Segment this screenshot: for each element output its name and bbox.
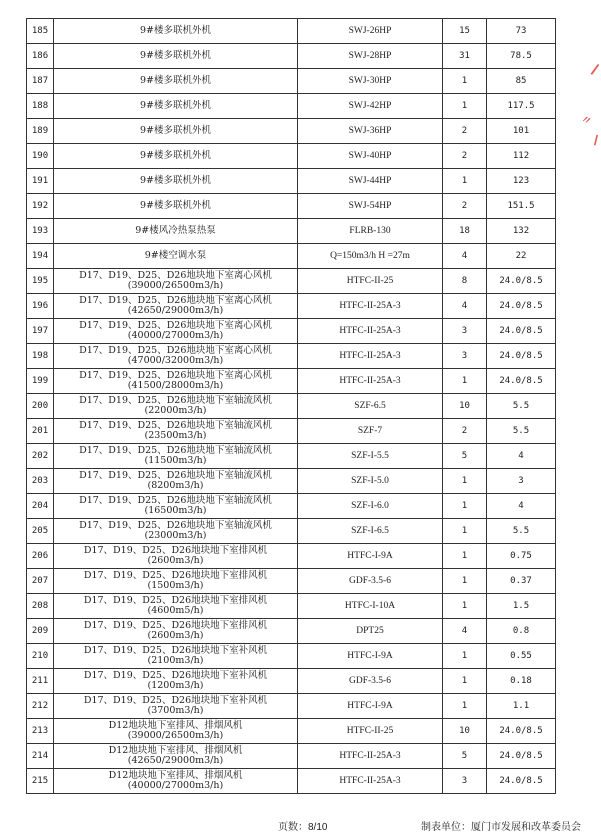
table-row — [27, 694, 556, 719]
table-row — [27, 94, 556, 119]
row-number: 207 — [27, 569, 54, 594]
equipment-name-line: D12地块地下室排风、排烟风机 — [108, 770, 243, 781]
model-number: SZF-I-5.5 — [298, 444, 443, 469]
power-rating: 0.55 — [487, 644, 556, 669]
quantity: 10 — [443, 719, 487, 744]
power-rating: 24.0/8.5 — [487, 369, 556, 394]
power-rating: 24.0/8.5 — [487, 719, 556, 744]
power-rating: 24.0/8.5 — [487, 769, 556, 794]
equipment-name — [54, 719, 298, 744]
model-number: SWJ-26HP — [298, 19, 443, 44]
table-row — [27, 769, 556, 794]
equipment-name — [54, 469, 298, 494]
table-row — [27, 294, 556, 319]
equipment-spec-line: (22000m3/h) — [144, 405, 207, 416]
model-number: HTFC-I-10A — [298, 594, 443, 619]
equipment-spec-line: (2600m3/h) — [147, 630, 204, 641]
power-rating: 0.8 — [487, 619, 556, 644]
equipment-spec-line: (11500m3/h) — [144, 455, 207, 466]
table-row — [27, 219, 556, 244]
quantity: 2 — [443, 194, 487, 219]
table-row — [27, 19, 556, 44]
quantity: 31 — [443, 44, 487, 69]
model-number: SWJ-54HP — [298, 194, 443, 219]
model-number: SWJ-28HP — [298, 44, 443, 69]
model-number: Q=150m3/h H =27m — [298, 244, 443, 269]
power-rating: 22 — [487, 244, 556, 269]
quantity: 1 — [443, 669, 487, 694]
model-number: HTFC-I-9A — [298, 644, 443, 669]
row-number: 195 — [27, 269, 54, 294]
power-rating: 5.5 — [487, 519, 556, 544]
row-number: 205 — [27, 519, 54, 544]
equipment-name — [54, 44, 298, 69]
model-number: SWJ-44HP — [298, 169, 443, 194]
equipment-name — [54, 244, 298, 269]
equipment-name-line: 9#楼风冷热泵热泵 — [135, 225, 216, 236]
quantity: 3 — [443, 319, 487, 344]
equipment-name-line: 9#楼多联机外机 — [139, 150, 211, 161]
power-rating: 117.5 — [487, 94, 556, 119]
equipment-spec-line: (47000/32000m3/h) — [127, 355, 224, 366]
quantity: 1 — [443, 169, 487, 194]
quantity: 18 — [443, 219, 487, 244]
row-number: 201 — [27, 419, 54, 444]
model-number: HTFC-II-25A-3 — [298, 369, 443, 394]
table-row — [27, 669, 556, 694]
table-row — [27, 719, 556, 744]
equipment-name-line: D12地块地下室排风、排烟风机 — [108, 720, 243, 731]
equipment-name — [54, 744, 298, 769]
row-number: 200 — [27, 394, 54, 419]
quantity: 5 — [443, 444, 487, 469]
equipment-spec-line: (40000/27000m3/h) — [127, 330, 224, 341]
model-number: HTFC-II-25A-3 — [298, 344, 443, 369]
power-rating: 3 — [487, 469, 556, 494]
equipment-name — [54, 219, 298, 244]
equipment-spec-line: (42650/29000m3/h) — [127, 755, 224, 766]
row-number: 191 — [27, 169, 54, 194]
equipment-name — [54, 144, 298, 169]
equipment-spec-line: (8200m3/h) — [147, 480, 204, 491]
power-rating: 5.5 — [487, 394, 556, 419]
equipment-name-line: 9#楼空调水泵 — [144, 250, 207, 261]
page-count: 页数：8/10 — [278, 822, 328, 833]
equipment-name — [54, 644, 298, 669]
equipment-name — [54, 319, 298, 344]
equipment-name — [54, 694, 298, 719]
table-row — [27, 44, 556, 69]
model-number: SZF-I-6.5 — [298, 519, 443, 544]
table-row — [27, 644, 556, 669]
row-number: 198 — [27, 344, 54, 369]
model-number: SZF-6.5 — [298, 394, 443, 419]
equipment-spec-line: (16500m3/h) — [144, 505, 207, 516]
equipment-name-line: D17、D19、D25、D26地块地下室离心风机 — [79, 345, 272, 356]
row-number: 203 — [27, 469, 54, 494]
equipment-name-line: 9#楼多联机外机 — [139, 175, 211, 186]
table-row — [27, 419, 556, 444]
model-number: FLRB-130 — [298, 219, 443, 244]
row-number: 209 — [27, 619, 54, 644]
equipment-name-line: D17、D19、D25、D26地块地下室轴流风机 — [79, 395, 272, 406]
power-rating: 4 — [487, 444, 556, 469]
equipment-name — [54, 519, 298, 544]
row-number: 193 — [27, 219, 54, 244]
equipment-name — [54, 569, 298, 594]
row-number: 190 — [27, 144, 54, 169]
table-row — [27, 569, 556, 594]
power-rating: 24.0/8.5 — [487, 294, 556, 319]
quantity: 4 — [443, 294, 487, 319]
equipment-name-line: D12地块地下室排风、排烟风机 — [108, 745, 243, 756]
equipment-name-line: 9#楼多联机外机 — [139, 200, 211, 211]
table-row — [27, 469, 556, 494]
model-number: SWJ-36HP — [298, 119, 443, 144]
model-number: SWJ-42HP — [298, 94, 443, 119]
quantity: 3 — [443, 344, 487, 369]
official-seal-fragment: / — [588, 61, 600, 80]
equipment-name-line: 9#楼多联机外机 — [139, 100, 211, 111]
power-rating: 0.37 — [487, 569, 556, 594]
equipment-name — [54, 194, 298, 219]
equipment-name-line: D17、D19、D25、D26地块地下室补风机 — [83, 645, 268, 656]
equipment-name — [54, 369, 298, 394]
equipment-name-line: D17、D19、D25、D26地块地下室排风机 — [83, 620, 268, 631]
equipment-name — [54, 619, 298, 644]
table-row — [27, 394, 556, 419]
equipment-name — [54, 769, 298, 794]
row-number: 192 — [27, 194, 54, 219]
equipment-spec-line: (1200m3/h) — [147, 680, 204, 691]
power-rating: 85 — [487, 69, 556, 94]
quantity: 15 — [443, 19, 487, 44]
quantity: 4 — [443, 619, 487, 644]
quantity: 1 — [443, 519, 487, 544]
equipment-name-line: D17、D19、D25、D26地块地下室补风机 — [83, 695, 268, 706]
row-number: 196 — [27, 294, 54, 319]
quantity: 5 — [443, 744, 487, 769]
quantity: 2 — [443, 144, 487, 169]
row-number: 185 — [27, 19, 54, 44]
model-number: SZF-I-5.0 — [298, 469, 443, 494]
equipment-name — [54, 544, 298, 569]
row-number: 187 — [27, 69, 54, 94]
quantity: 1 — [443, 369, 487, 394]
quantity: 3 — [443, 769, 487, 794]
model-number: HTFC-II-25A-3 — [298, 769, 443, 794]
quantity: 1 — [443, 694, 487, 719]
quantity: 2 — [443, 419, 487, 444]
power-rating: 112 — [487, 144, 556, 169]
equipment-name — [54, 669, 298, 694]
model-number: HTFC-I-9A — [298, 694, 443, 719]
row-number: 188 — [27, 94, 54, 119]
equipment-spec-line: (4600m5/h) — [147, 605, 204, 616]
power-rating: 78.5 — [487, 44, 556, 69]
quantity: 4 — [443, 244, 487, 269]
equipment-name-line: 9#楼多联机外机 — [139, 125, 211, 136]
equipment-spec-line: (3700m3/h) — [147, 705, 204, 716]
equipment-name — [54, 594, 298, 619]
equipment-name-line: D17、D19、D25、D26地块地下室离心风机 — [79, 320, 272, 331]
row-number: 186 — [27, 44, 54, 69]
equipment-name-line: D17、D19、D25、D26地块地下室轴流风机 — [79, 520, 272, 531]
row-number: 210 — [27, 644, 54, 669]
equipment-name — [54, 394, 298, 419]
table-row — [27, 619, 556, 644]
table-row — [27, 544, 556, 569]
equipment-name — [54, 169, 298, 194]
equipment-name — [54, 419, 298, 444]
table-row — [27, 444, 556, 469]
model-number: HTFC-II-25A-3 — [298, 294, 443, 319]
table-row — [27, 369, 556, 394]
official-seal-fragment: 〃 — [578, 113, 594, 129]
table-row — [27, 194, 556, 219]
equipment-name-line: D17、D19、D25、D26地块地下室离心风机 — [79, 370, 272, 381]
row-number: 212 — [27, 694, 54, 719]
model-number: SWJ-30HP — [298, 69, 443, 94]
power-rating: 123 — [487, 169, 556, 194]
equipment-name — [54, 444, 298, 469]
quantity: 1 — [443, 94, 487, 119]
quantity: 1 — [443, 494, 487, 519]
power-rating: 24.0/8.5 — [487, 269, 556, 294]
quantity: 10 — [443, 394, 487, 419]
model-number: HTFC-II-25A-3 — [298, 744, 443, 769]
row-number: 189 — [27, 119, 54, 144]
model-number: HTFC-II-25 — [298, 269, 443, 294]
row-number: 194 — [27, 244, 54, 269]
equipment-spec-line: (2100m3/h) — [147, 655, 204, 666]
equipment-name — [54, 94, 298, 119]
power-rating: 5.5 — [487, 419, 556, 444]
row-number: 215 — [27, 769, 54, 794]
equipment-spec-line: (42650/29000m3/h) — [127, 305, 224, 316]
equipment-name — [54, 119, 298, 144]
equipment-name-line: 9#楼多联机外机 — [139, 75, 211, 86]
model-number: SZF-7 — [298, 419, 443, 444]
equipment-name-line: D17、D19、D25、D26地块地下室轴流风机 — [79, 470, 272, 481]
table-row — [27, 269, 556, 294]
quantity: 2 — [443, 119, 487, 144]
equipment-name — [54, 69, 298, 94]
equipment-spec-line: (40000/27000m3/h) — [127, 780, 224, 791]
equipment-name-line: D17、D19、D25、D26地块地下室轴流风机 — [79, 445, 272, 456]
row-number: 213 — [27, 719, 54, 744]
table-row — [27, 344, 556, 369]
equipment-name-line: D17、D19、D25、D26地块地下室排风机 — [83, 595, 268, 606]
quantity: 1 — [443, 644, 487, 669]
row-number: 204 — [27, 494, 54, 519]
model-number: GDF-3.5-6 — [298, 669, 443, 694]
table-row — [27, 494, 556, 519]
quantity: 1 — [443, 69, 487, 94]
power-rating: 0.75 — [487, 544, 556, 569]
issuing-unit: 制表单位：厦门市发展和改革委员会 — [421, 822, 581, 833]
model-number: SWJ-40HP — [298, 144, 443, 169]
table-row — [27, 169, 556, 194]
table-row — [27, 244, 556, 269]
equipment-name-line: D17、D19、D25、D26地块地下室补风机 — [83, 670, 268, 681]
row-number: 214 — [27, 744, 54, 769]
power-rating: 1.5 — [487, 594, 556, 619]
power-rating: 101 — [487, 119, 556, 144]
model-number: DPT25 — [298, 619, 443, 644]
table-row — [27, 519, 556, 544]
equipment-spec-line: (23500m3/h) — [144, 430, 207, 441]
equipment-name-line: D17、D19、D25、D26地块地下室轴流风机 — [79, 495, 272, 506]
model-number: GDF-3.5-6 — [298, 569, 443, 594]
equipment-spec-line: (23000m3/h) — [144, 530, 207, 541]
model-number: HTFC-II-25 — [298, 719, 443, 744]
row-number: 199 — [27, 369, 54, 394]
equipment-name-line: 9#楼多联机外机 — [139, 25, 211, 36]
quantity: 8 — [443, 269, 487, 294]
table-row — [27, 119, 556, 144]
equipment-table — [26, 18, 556, 794]
equipment-spec-line: (39000/26500m3/h) — [127, 280, 224, 291]
power-rating: 1.1 — [487, 694, 556, 719]
quantity: 1 — [443, 469, 487, 494]
equipment-name — [54, 269, 298, 294]
equipment-name-line: D17、D19、D25、D26地块地下室轴流风机 — [79, 420, 272, 431]
equipment-spec-line: (1500m3/h) — [147, 580, 204, 591]
table-row — [27, 744, 556, 769]
row-number: 206 — [27, 544, 54, 569]
equipment-name-line: D17、D19、D25、D26地块地下室离心风机 — [79, 270, 272, 281]
equipment-name-line: 9#楼多联机外机 — [139, 50, 211, 61]
quantity: 1 — [443, 594, 487, 619]
quantity: 1 — [443, 544, 487, 569]
equipment-spec-line: (41500/28000m3/h) — [127, 380, 224, 391]
table-row — [27, 319, 556, 344]
equipment-name — [54, 494, 298, 519]
model-number: SZF-I-6.0 — [298, 494, 443, 519]
power-rating: 151.5 — [487, 194, 556, 219]
model-number: HTFC-II-25A-3 — [298, 319, 443, 344]
equipment-name — [54, 344, 298, 369]
power-rating: 73 — [487, 19, 556, 44]
equipment-name-line: D17、D19、D25、D26地块地下室排风机 — [83, 570, 268, 581]
equipment-name — [54, 19, 298, 44]
equipment-name-line: D17、D19、D25、D26地块地下室排风机 — [83, 545, 268, 556]
equipment-spec-line: (39000/26500m3/h) — [127, 730, 224, 741]
power-rating: 24.0/8.5 — [487, 319, 556, 344]
equipment-name-line: D17、D19、D25、D26地块地下室离心风机 — [79, 295, 272, 306]
table-row — [27, 144, 556, 169]
power-rating: 132 — [487, 219, 556, 244]
row-number: 211 — [27, 669, 54, 694]
power-rating: 24.0/8.5 — [487, 744, 556, 769]
table-row — [27, 594, 556, 619]
row-number: 202 — [27, 444, 54, 469]
power-rating: 0.18 — [487, 669, 556, 694]
power-rating: 4 — [487, 494, 556, 519]
official-seal-fragment: \ — [590, 131, 601, 149]
equipment-name — [54, 294, 298, 319]
row-number: 197 — [27, 319, 54, 344]
table-row — [27, 69, 556, 94]
model-number: HTFC-I-9A — [298, 544, 443, 569]
power-rating: 24.0/8.5 — [487, 344, 556, 369]
quantity: 1 — [443, 569, 487, 594]
table-body — [27, 19, 556, 794]
equipment-spec-line: (2600m3/h) — [147, 555, 204, 566]
row-number: 208 — [27, 594, 54, 619]
